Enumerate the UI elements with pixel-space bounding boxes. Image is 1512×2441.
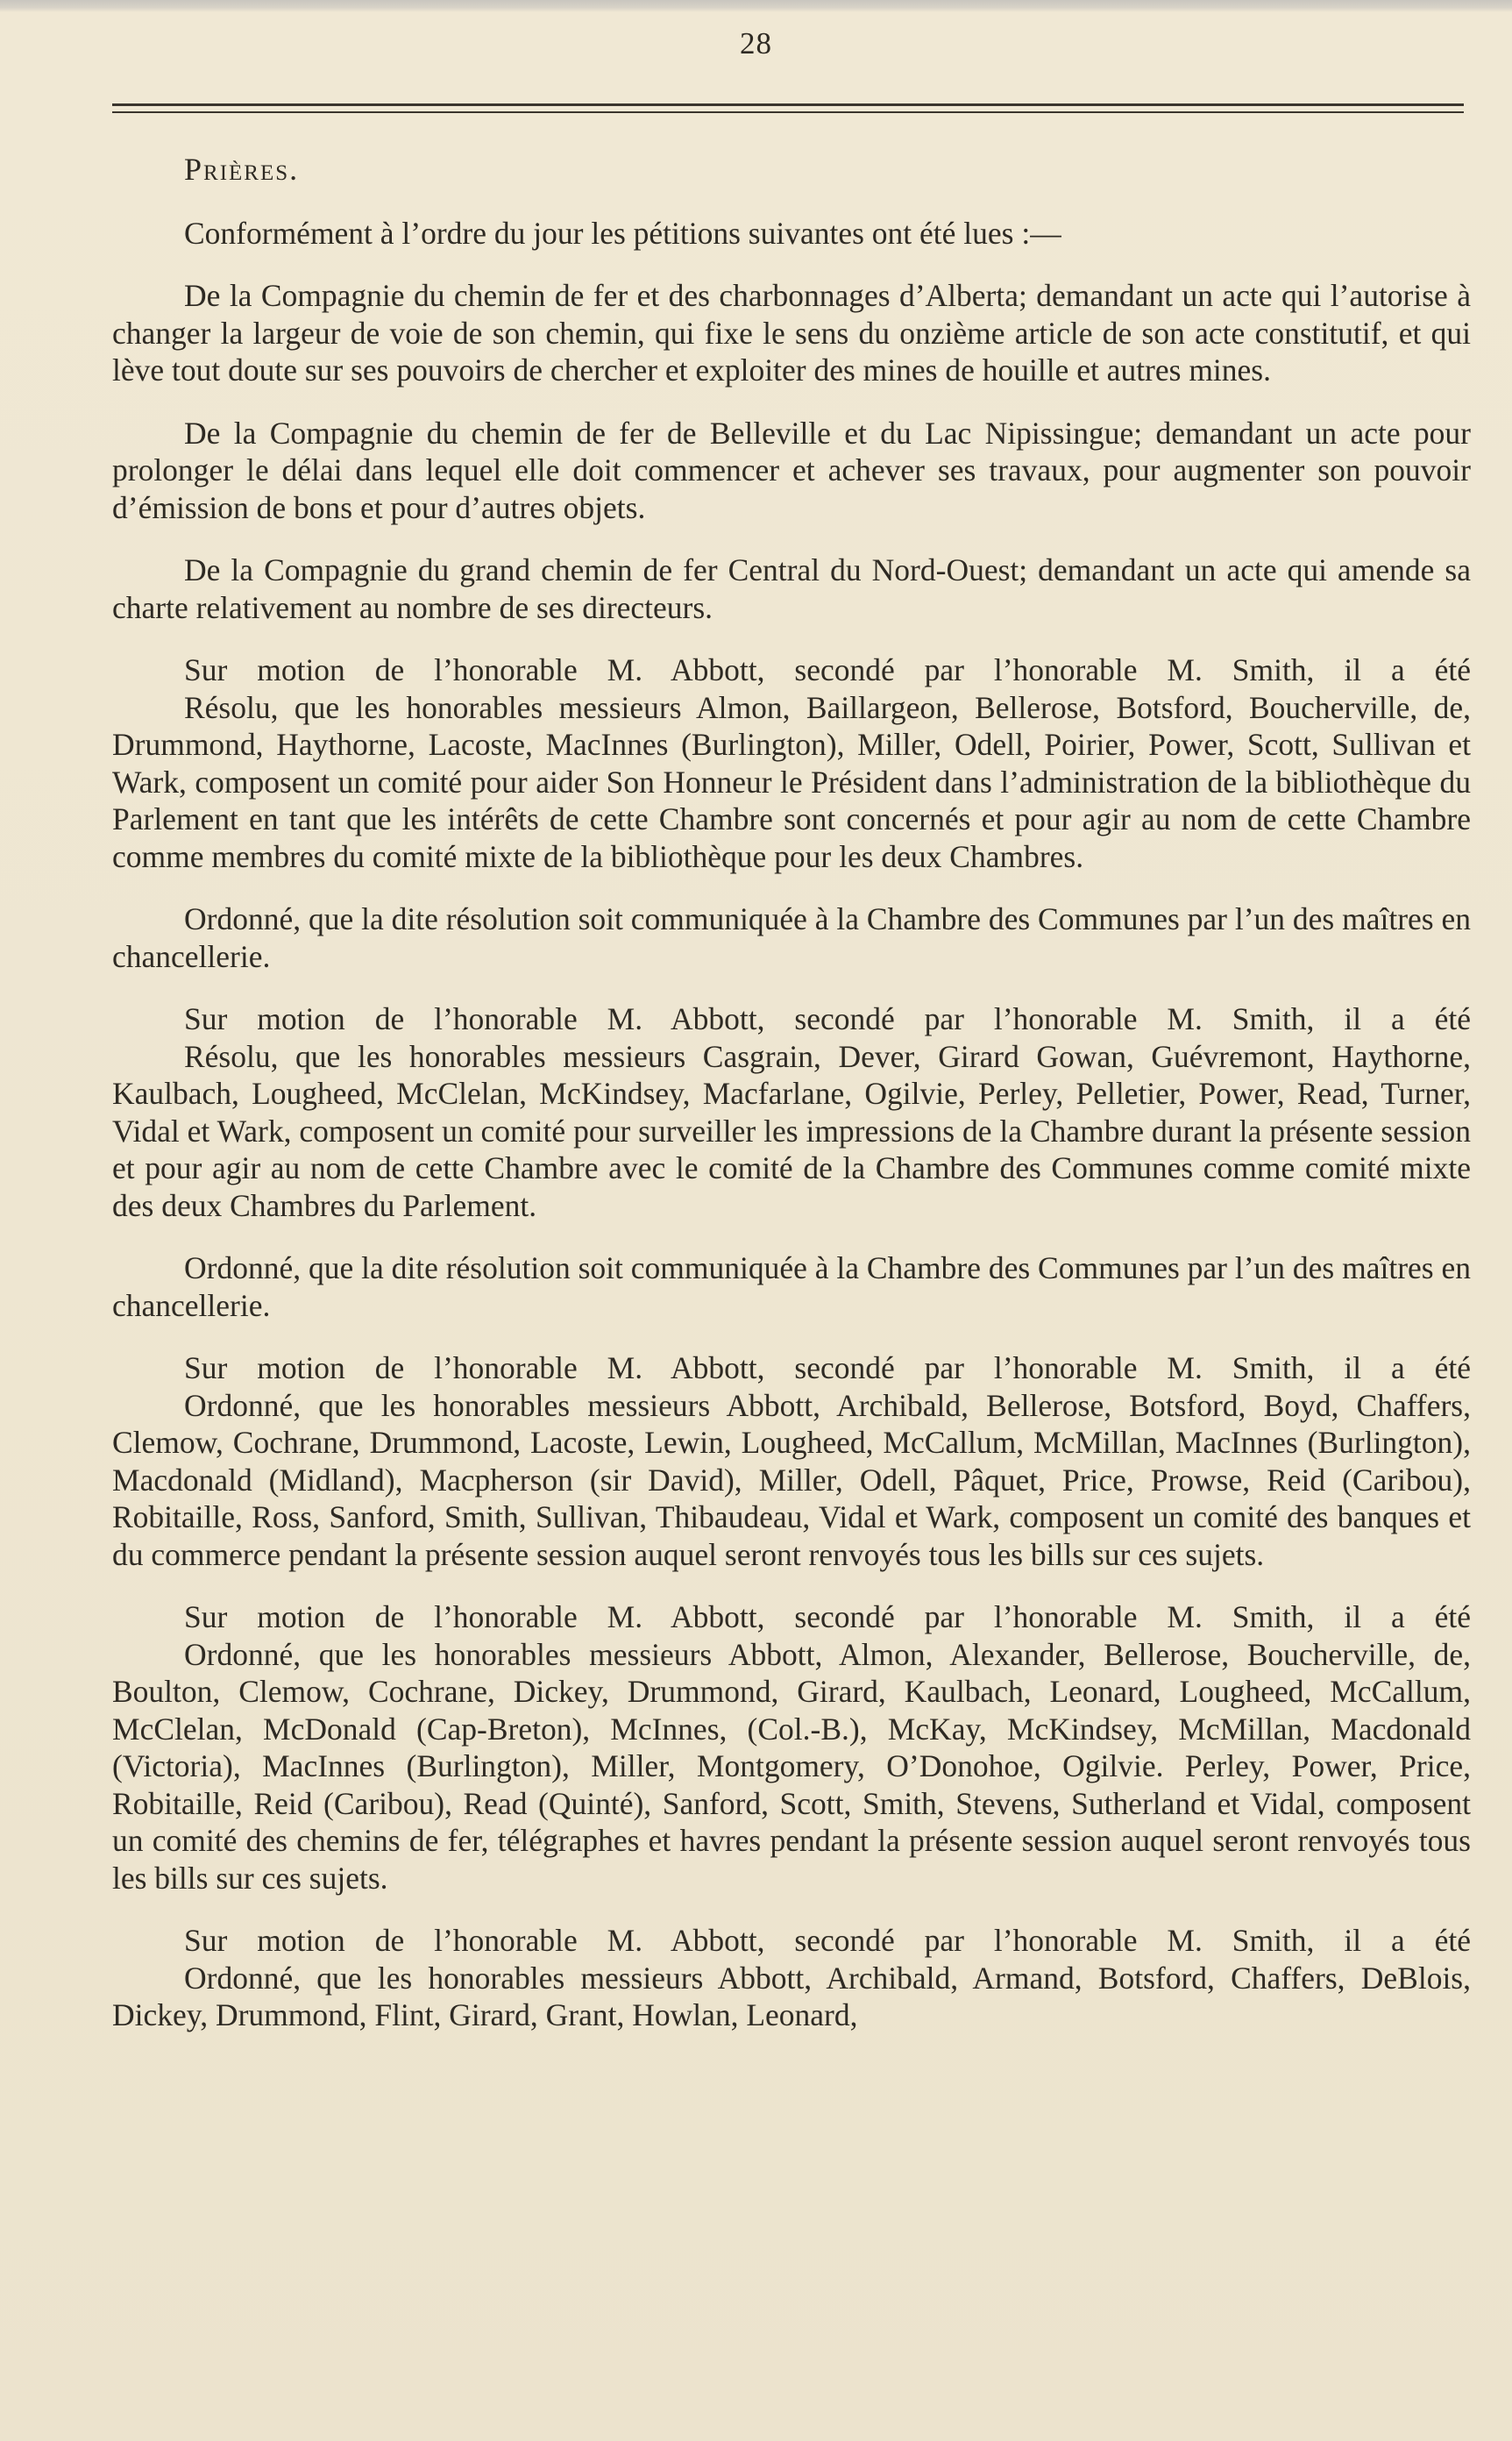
page-body [112,151,1471,2060]
page-number: 28 [740,26,772,60]
paragraph-petition-belleville: De la Compagnie du chemin de fer de Belleville et du Lac Nipissingue; demandant un acte pour prolonger le délai dans lequel elle doit commencer et achever ses travaux, pour augmenter son pouvoir d’émission de bons et pour d’autres objets. [112,415,1471,525]
motion-library-committee [112,651,1471,875]
motion-railways-committee [112,1598,1471,1897]
motion-intro: Sur motion de l’honorable M. Abbott, secondé par l’honorable M. Smith, il a été [184,1923,1471,1958]
motion-banking-committee [112,1349,1471,1573]
motion-intro: Sur motion de l’honorable M. Abbott, secondé par l’honorable M. Smith, il a été [184,652,1471,687]
paragraph-order-communicate: Ordonné, que la dite résolution soit communiquée à la Chambre des Communes par l’un des maîtres en chancellerie. [112,901,1471,974]
motion-intro: Sur motion de l’honorable M. Abbott, secondé par l’honorable M. Smith, il a été [184,1599,1471,1634]
motion-intro: Sur motion de l’honorable M. Abbott, secondé par l’honorable M. Smith, il a été [184,1001,1471,1036]
paragraph-petitions-intro: Conformément à l’ordre du jour les pétitions suivantes ont été lues :— [184,215,1061,251]
motion-body: Résolu, que les honorables messieurs Almon, Baillargeon, Bellerose, Botsford, Boucherville, de, Drummond, Haythorne, Lacoste, MacInnes (Burlington), Miller, Odell, Poirier, Power, Scott, Sullivan et Wark, composent un comité pour aider Son Honneur le Président dans l’administration de la bibliothèque du Parlement en tant que les intérêts de cette Chambre sont concernés et pour agir au nom de cette Chambre comme membres du comité mixte de la bibliothèque pour les deux Chambres. [112,689,1471,874]
motion-body: Ordonné, que les honorables messieurs Abbott, Archibald, Armand, Botsford, Chaffers, DeBlois, Dickey, Drummond, Flint, Girard, Grant, Howlan, Leonard, [112,1960,1471,2032]
page-top-edge [0,0,1512,12]
motion-body: Ordonné, que les honorables messieurs Abbott, Archibald, Bellerose, Botsford, Boyd, Chaffers, Clemow, Cochrane, Drummond, Lacoste, Lewin, Lougheed, McCallum, McMillan, MacInnes (Burlington), Macdonald (Midland), Macpherson (sir David), Miller, Odell, Pâquet, Price, Prowse, Reid (Caribou), Robitaille, Ross, Sanford, Smith, Sullivan, Thibaudeau, Vidal et Wark, composent un comité des banques et du commerce pendant la présente session auquel seront renvoyés tous les bills sur ces sujets. [112,1387,1471,1572]
motion-body: Résolu, que les honorables messieurs Casgrain, Dever, Girard Gowan, Guévremont, Haythorne, Kaulbach, Lougheed, McClelan, McKindsey, Macfarlane, Ogilvie, Perley, Pelletier, Power, Read, Turner, Vidal et Wark, composent un comité pour surveiller les impressions de la Chambre durant la présente session et pour agir au nom de cette Chambre avec le comité de la Chambre des Communes comme comité mixte des deux Chambres du Parlement. [112,1038,1471,1223]
motion-body: Ordonné, que les honorables messieurs Abbott, Almon, Alexander, Bellerose, Boucherville, de, Boulton, Clemow, Cochrane, Dickey, Drummond, Girard, Kaulbach, Leonard, Lougheed, McCallum, McClelan, McDonald (Cap-Breton), McInnes, (Col.-B.), McKay, McKindsey, McMillan, Macdonald (Victoria), MacInnes (Burlington), Miller, Montgomery, O’Donohoe, Ogilvie. Perley, Power, Price, Robitaille, Reid (Caribou), Read (Quinté), Sanford, Scott, Smith, Stevens, Sutherland et Vidal, composent un comité des chemins de fer, télégraphes et havres pendant la présente session auquel seront renvoyés tous les bills sur ces sujets. [112,1636,1471,1896]
header-rule-thin [112,111,1464,113]
paragraph-order-communicate: Ordonné, que la dite résolution soit communiquée à la Chambre des Communes par l’un des maîtres en chancellerie. [112,1250,1471,1323]
section-heading: Prières. [184,152,300,187]
header-rule-thick [112,103,1464,106]
paragraph-petition-nord-ouest: De la Compagnie du grand chemin de fer Central du Nord-Ouest; demandant un acte qui amende sa charte relativement au nombre de ses directeurs. [112,552,1471,625]
paragraph-petition-alberta: De la Compagnie du chemin de fer et des charbonnages d’Alberta; demandant un acte qui l’autorise à changer la largeur de voie de son chemin, qui fixe le sens du onzième article de son acte constitutif, et qui lève tout doute sur ses pouvoirs de chercher et exploiter des mines de houille et autres mines. [112,278,1471,388]
motion-intro: Sur motion de l’honorable M. Abbott, secondé par l’honorable M. Smith, il a été [184,1350,1471,1385]
motion-next-committee [112,1922,1471,2034]
motion-printing-committee [112,1000,1471,1224]
